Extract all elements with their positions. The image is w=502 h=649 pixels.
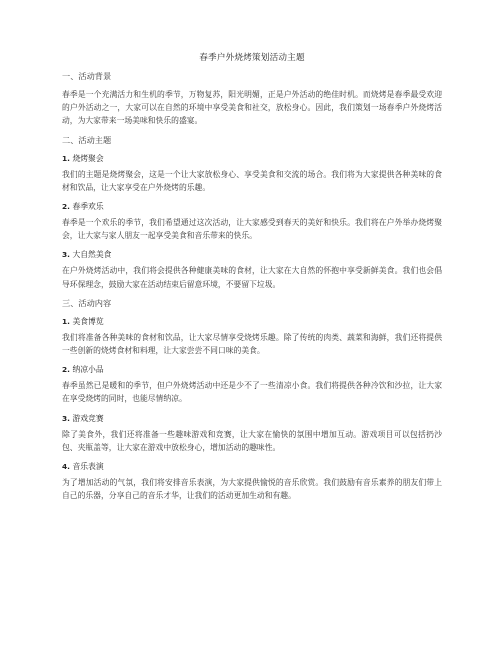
paragraph-spring-joy: 春季是一个欢乐的季节，我们希望通过这次活动，让大家感受到春天的美好和快乐。我们将在户外举办烧烤聚会，让大家与家人朋友一起享受美食和音乐带来的快乐。: [62, 218, 442, 241]
item-title: 美食博览: [72, 316, 104, 326]
paragraph-nature-food: 在户外烧烤活动中，我们将会提供各种健康美味的食材，让大家在大自然的怀抱中享受新鲜美食。我们也会倡导环保理念，鼓励大家在活动结束后留意环境，不要留下垃圾。: [62, 266, 442, 289]
subheading-bbq-party: [62, 153, 442, 164]
subheading-spring-joy: [62, 201, 442, 212]
item-title: 春季欢乐: [72, 202, 104, 212]
document-page: [62, 52, 442, 502]
section-heading-theme: 二、活动主题: [62, 134, 112, 145]
subheading-games: [62, 413, 442, 424]
paragraph-bbq-party: 我们的主题是烧烤聚会，这是一个让大家放松身心、享受美食和交流的场合。我们将为大家提供各种美味的食材和饮品，让大家享受在户外烧烤的乐趣。: [62, 169, 442, 192]
item-number: 2.: [62, 202, 70, 212]
paragraph-games: 除了美食外，我们还将准备一些趣味游戏和竞赛，让大家在愉快的氛围中增加互动。游戏项目可以包括扔沙包、夹瓶盖等，让大家在游戏中放松身心，增加活动的趣味性。: [62, 429, 442, 452]
item-number: 1.: [62, 316, 70, 326]
item-title: 烧烤聚会: [72, 153, 104, 163]
document-title: 春季户外烧烤策划活动主题: [199, 53, 305, 63]
item-number: 4.: [62, 462, 70, 472]
subheading-food-expo: [62, 316, 442, 327]
subheading-cool-snacks: [62, 364, 442, 375]
item-title: 大自然美食: [72, 250, 112, 260]
section-heading-background: 一、活动背景: [62, 71, 112, 81]
subheading-nature-food: [62, 249, 442, 260]
item-number: 1.: [62, 153, 70, 163]
item-number: 2.: [62, 365, 70, 375]
item-title: 游戏竞赛: [72, 413, 104, 423]
item-title: 音乐表演: [72, 462, 104, 472]
item-number: 3.: [62, 413, 70, 423]
paragraph-food-expo: 我们将准备各种美味的食材和饮品，让大家尽情享受烧烤乐趣。除了传统的肉类、蔬菜和海鲜，我们还将提供一些创新的烧烤食材和料理，让大家尝尝不同口味的美食。: [62, 332, 442, 356]
paragraph-music: 为了增加活动的气氛，我们将安排音乐表演，为大家提供愉悦的音乐欣赏。我们鼓励有音乐素养的朋友们带上自己的乐器，分享自己的音乐才华，让我们的活动更加生动和有趣。: [62, 478, 442, 501]
item-title: 纳凉小品: [72, 365, 104, 375]
section-heading-content: 三、活动内容: [62, 297, 112, 308]
paragraph-cool-snacks: 春季虽然已是暖和的季节，但户外烧烤活动中还是少不了一些清凉小食。我们将提供各种冷饮和沙拉，让大家在享受烧烤的同时，也能尽情纳凉。: [62, 381, 442, 404]
subheading-music: [62, 461, 442, 472]
section-paragraph-background: 春季是一个充满活力和生机的季节，万物复苏，阳光明媚，正是户外活动的绝佳时机。而烧烤是春季最受欢迎的户外活动之一，大家可以在自然的环境中享受美食和社交，放松身心。因此，我们策划一场春季户外烧烤活动，为大家带来一场美味和快乐的盛宴。: [62, 90, 442, 126]
item-number: 3.: [62, 250, 70, 260]
